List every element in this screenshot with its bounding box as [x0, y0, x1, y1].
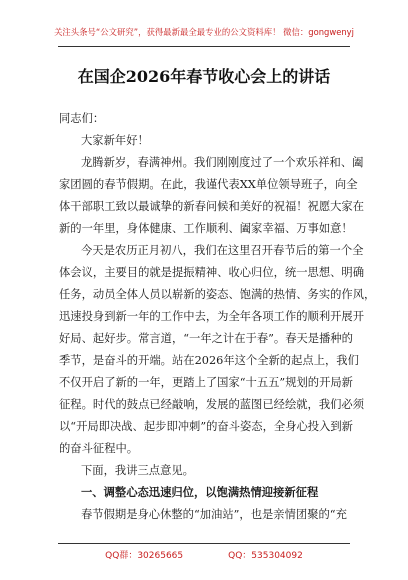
body-text-line: 季节，是奋斗的开端。站在2026年这个全新的起点上，我们 [59, 354, 359, 367]
section-heading: 一、调整心态迅速归位，以饱满热情迎接新征程 [81, 486, 319, 499]
body-text-line: 好局、起好步。常言道，“一年之计在于春”。春天是播种的 [59, 332, 353, 345]
body-text-line: 的奋斗征程中。 [59, 442, 139, 455]
header-promo-note: 关注头条号“公文研究”，获得最新最全最专业的公文资料库！ 微信：gongwenyj [54, 27, 354, 37]
body-text-line: 春节假期是身心休整的“加油站”，也是亲情团聚的“充 [81, 508, 347, 521]
body-text-line: 下面，我讲三点意见。 [81, 464, 194, 477]
header-divider [58, 46, 350, 47]
body-text-line: 征程。时代的鼓点已经敲响，发展的蓝图已经绘就，我们必须 [59, 398, 365, 411]
body-text-line: 不仅开启了新的一年，更踏上了国家“十五五”规划的开局新 [59, 376, 353, 389]
body-text-line: 龙腾新岁，春满神州。我们刚刚度过了一个欢乐祥和、阖 [81, 156, 364, 169]
body-text-line: 新的一年里，身体健康、工作顺利、阖家幸福、万事如意！ [59, 222, 353, 235]
body-text-line: 以“开局即决战、起步即冲刺”的奋斗姿态，全身心投入到新 [59, 420, 353, 433]
document-body [59, 108, 376, 526]
document-title: 在国企2026年春节收心会上的讲话 [77, 67, 331, 86]
body-text-line: 体会议，主要目的就是提振精神、收心归位，统一思想、明确 [59, 266, 365, 279]
body-text-line: 迅速投身到新一年的工作中去，为全年各项工作的顺利开展开 [59, 310, 365, 323]
body-text-line: 家团圆的春节假期。在此，我谨代表XX单位领导班子，向全 [59, 178, 358, 191]
footer-divider [58, 543, 350, 544]
body-text-line: 任务，动员全体人员以崭新的姿态、饱满的热情、务实的作风， [59, 288, 376, 301]
body-text-line: 体干部职工致以最诚挚的新春问候和美好的祝福！祝愿大家在 [59, 200, 365, 213]
body-text-line: 今天是农历正月初八，我们在这里召开春节后的第一个全 [81, 244, 364, 257]
body-text-line: 同志们： [59, 112, 105, 125]
body-text-line: 大家新年好！ [81, 134, 149, 147]
footer-contact-note: QQ群：30265665 QQ：535304092 [105, 551, 303, 561]
